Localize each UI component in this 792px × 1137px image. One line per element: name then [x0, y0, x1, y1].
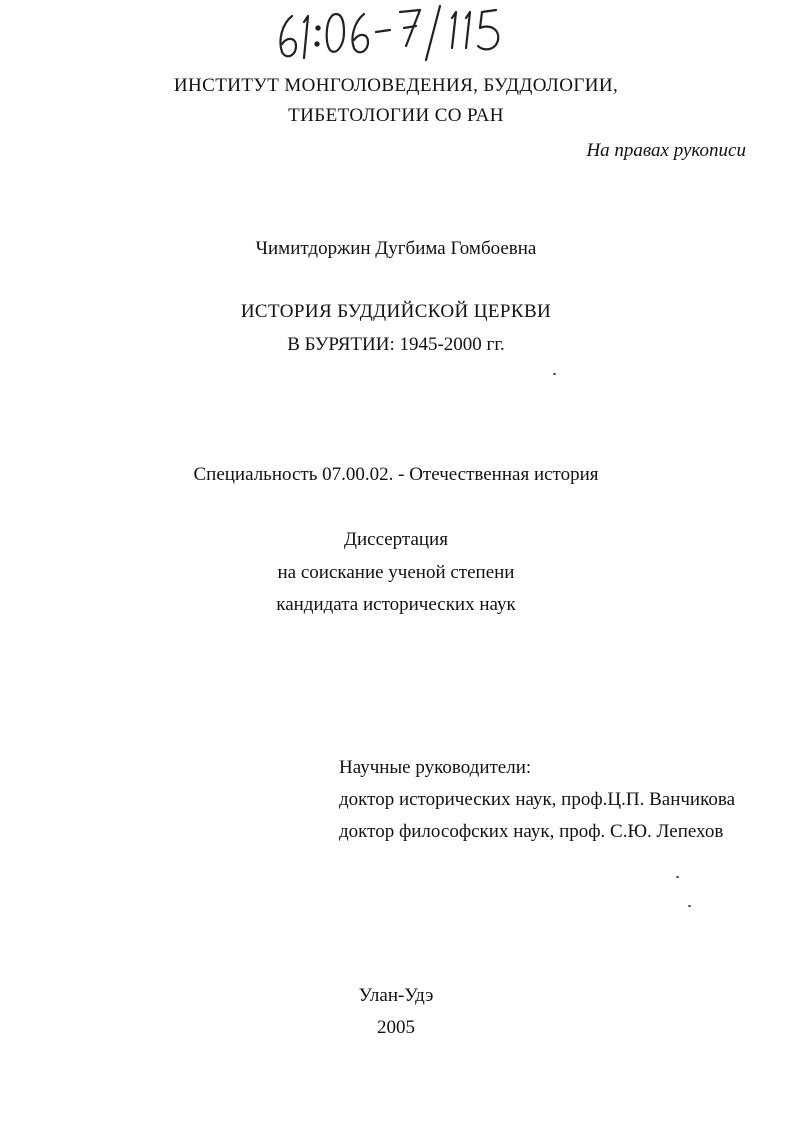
dissertation-title-line-2: В БУРЯТИИ: 1945-2000 гг.	[287, 334, 505, 355]
advisors-heading: Научные руководители:	[339, 757, 532, 778]
advisor-2: доктор философских наук, проф. С.Ю. Лепехов	[339, 821, 724, 842]
dissertation-title-line-1: ИСТОРИЯ БУДДИЙСКОЙ ЦЕРКВИ	[240, 301, 552, 322]
author-name: Чимитдоржин Дугбима Гомбоевна	[255, 238, 537, 259]
institute-name-line-1: ИНСТИТУТ МОНГОЛОВЕДЕНИЯ, БУДДОЛОГИИ,	[173, 75, 619, 96]
degree-line: на соискание ученой степени	[277, 562, 515, 583]
advisor-1: доктор исторических наук, проф.Ц.П. Ванчикова	[339, 789, 736, 810]
year: 2005	[377, 1017, 415, 1038]
dissertation-label: Диссертация	[344, 529, 448, 550]
scan-speck	[688, 905, 691, 907]
handwritten-archive-code	[270, 2, 510, 64]
specialty-line: Специальность 07.00.02. - Отечественная история	[193, 464, 599, 485]
scan-speck	[676, 876, 679, 878]
degree-field-line: кандидата исторических наук	[276, 594, 516, 615]
scan-speck	[553, 373, 556, 375]
institute-name-line-2: ТИБЕТОЛОГИИ СО РАН	[288, 105, 504, 126]
city: Улан-Удэ	[358, 985, 434, 1006]
manuscript-rights-note: На правах рукописи	[586, 140, 746, 161]
